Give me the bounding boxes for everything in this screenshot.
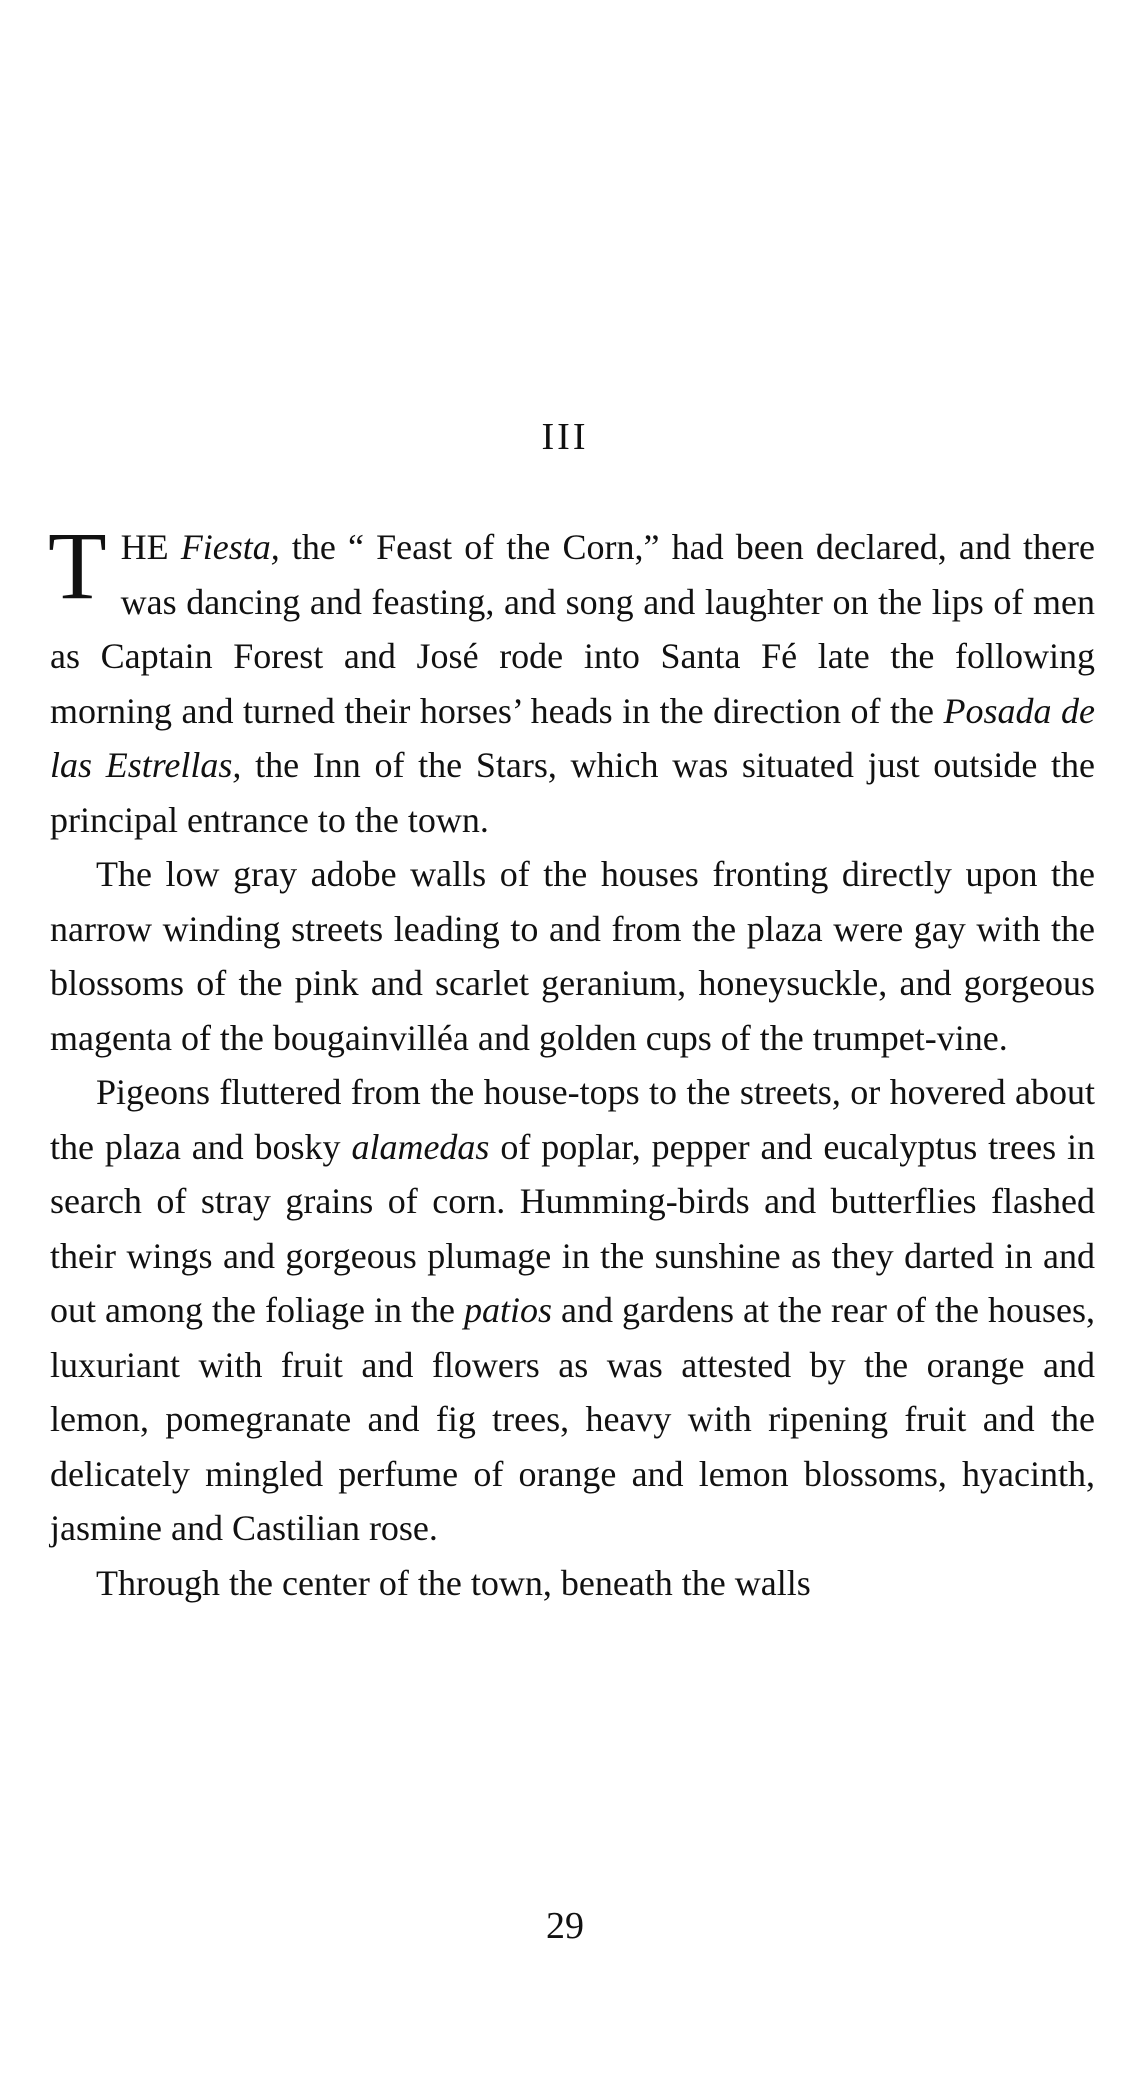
paragraph-1-italic-posada: Posada de las Estrellas, bbox=[50, 690, 1095, 785]
paragraph-2: The low gray adobe walls of the houses fronting directly upon the narrow winding streets leading to and from the plaza were gay with the blossoms of the pink and scarlet geranium, honeysuckle, and gorgeous magenta of the bougainvilléa and golden cups of the trumpet-vine. bbox=[50, 854, 1095, 1058]
body-text bbox=[48, 512, 1095, 1610]
paragraph-1-text-b: the “ Feast of the Corn,” had been declared, and there was dancing and feasting, and song and laughter on the lips of men as Captain Forest and José rode into Santa Fé late the following morning and turned their horses’ heads in the direction of the bbox=[50, 527, 1095, 731]
page-number: 29 bbox=[546, 1905, 584, 1947]
paragraph-4: Through the center of the town, beneath the walls bbox=[96, 1562, 811, 1603]
chapter-heading: III bbox=[541, 416, 589, 458]
paragraph-3-italic-patios: patios bbox=[464, 1290, 553, 1330]
drop-cap: T bbox=[48, 512, 107, 619]
paragraph-3 bbox=[50, 1065, 1095, 1556]
paragraph-3-text-a: Pigeons fluttered from the house-tops to the streets, or hovered about the plaza and bosky bbox=[50, 1072, 1095, 1167]
paragraph-1 bbox=[48, 512, 1095, 847]
paragraph-3-italic-alamedas: alamedas bbox=[351, 1126, 490, 1167]
paragraph-3-text-c: and gardens at the rear of the houses, luxuriant with fruit and flowers as was attested by the orange and lemon, pomegranate and fig trees, heavy with ripening fruit and the delicately mingled perfume of orange and lemon blossoms, hyacinth, jasmine and Castilian rose. bbox=[50, 1290, 1095, 1548]
paragraph-1-italic-fiesta: Fiesta, bbox=[180, 527, 280, 567]
paragraph-1-text-c: the Inn of the Stars, which was situated just outside the principal entrance to the town. bbox=[50, 745, 1095, 840]
paragraph-3-text-b: of poplar, pepper and eucalyptus trees in search of stray grains of corn. Humming-birds and butterflies flashed their wings and gorgeous plumage in the sunshine as they darted in and out among the foliage in the bbox=[50, 1126, 1095, 1330]
paragraph-1-text-a: HE bbox=[120, 527, 181, 567]
